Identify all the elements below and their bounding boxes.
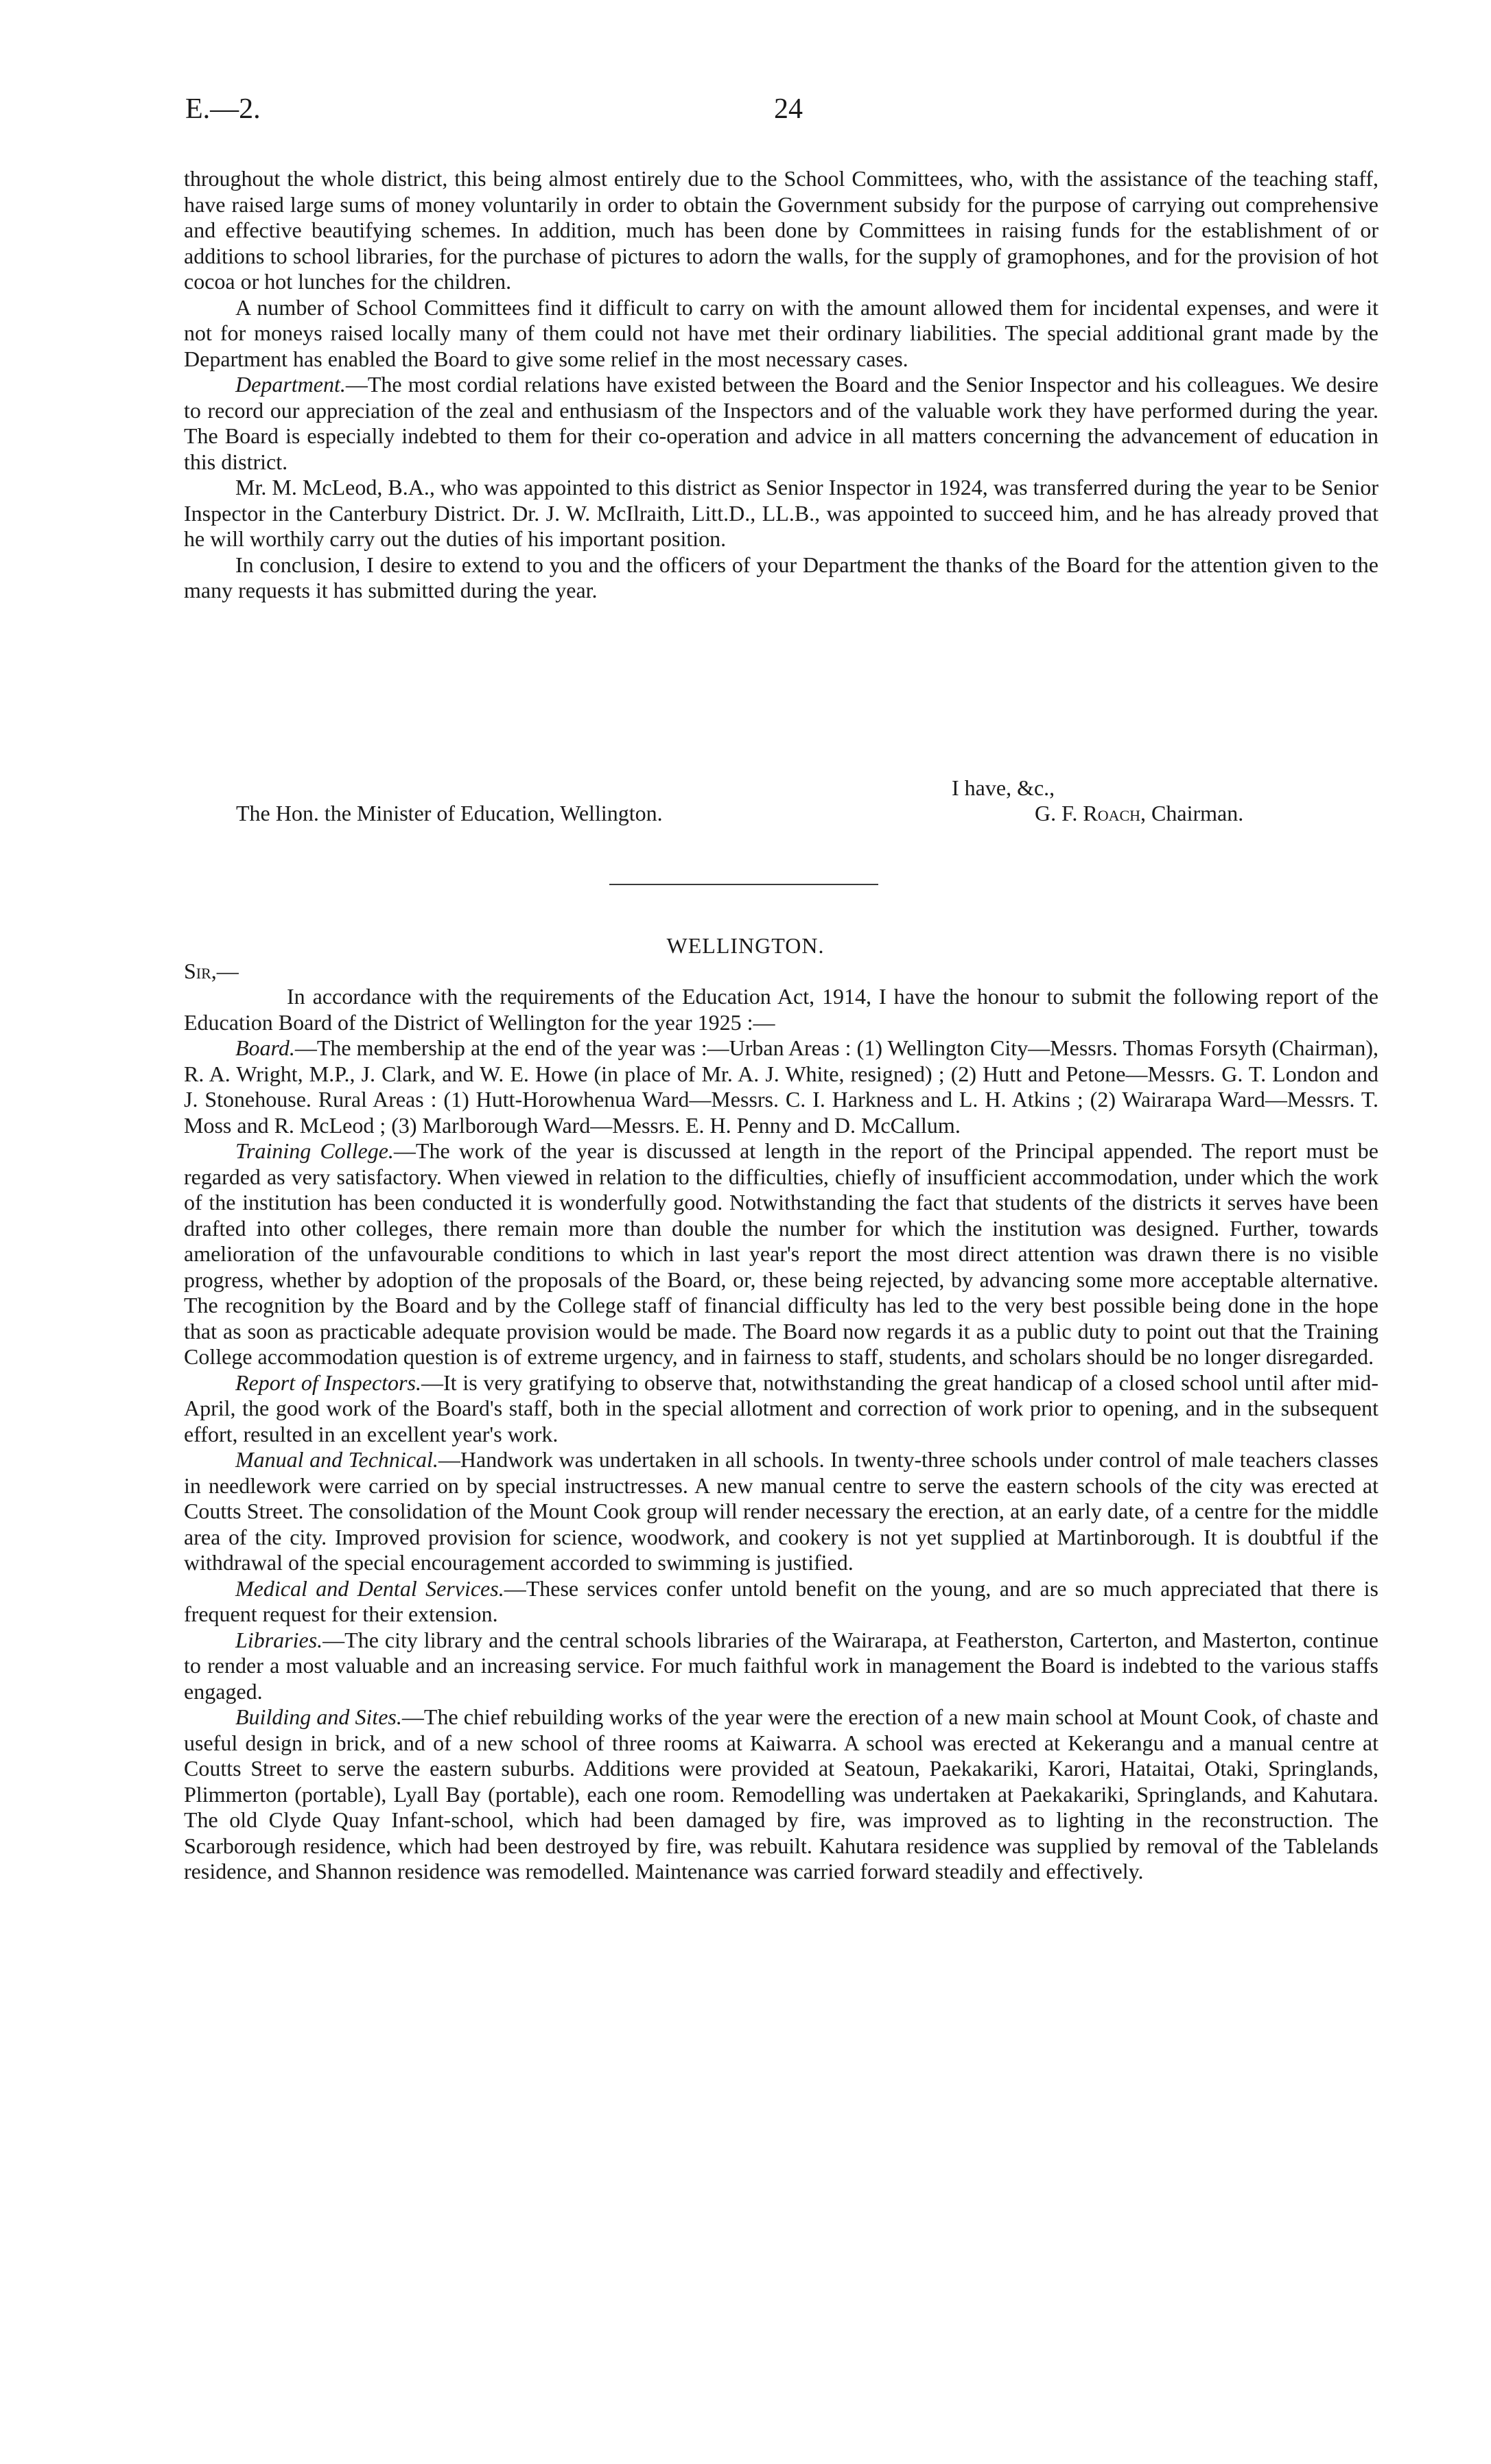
paragraph-report-of-inspectors xyxy=(184,1370,1378,1448)
salutation: Sir,— xyxy=(184,959,239,983)
paragraph-manual-technical xyxy=(184,1447,1378,1576)
section-title-wellington: WELLINGTON. xyxy=(666,933,825,958)
heading-board: Board. xyxy=(235,1035,295,1060)
heading-training-college: Training College. xyxy=(235,1138,394,1163)
report-of-inspectors-text: —It is very gratifying to observe that, notwithstanding the great handicap of a closed school until after mid-April, the good work of the Board's staff, both in the special allotment and correction of work prior to opening, and in the subsequent effort, resulted in an excellent year's work. xyxy=(184,1370,1378,1446)
paragraph-libraries xyxy=(184,1628,1378,1705)
paragraph-training-college xyxy=(184,1138,1378,1370)
paragraph-incidental-expenses: A number of School Committees find it difficult to carry on with the amount allowed them for incidental expenses, and were it not for moneys raised locally many of them could not have met their ordinary liabilities. The special additional grant made by the Department has enabled the Board to give some relief in the most necessary cases. xyxy=(184,294,1378,371)
heading-manual-technical: Manual and Technical. xyxy=(235,1447,438,1472)
addressee: The Hon. the Minister of Education, Wellington. xyxy=(236,801,663,825)
signatory-title: , Chairman. xyxy=(1140,801,1244,825)
closing-formula: I have, &c., xyxy=(952,775,1055,800)
department-text: —The most cordial relations have existed between the Board and the Senior Inspector and his colleagues. We desire to record our appreciation of the zeal and enthusiasm of the Inspectors and of the valuable work they have performed during the year. The Board is especially indebted to them for their co-operation and advice in all matters concerning the advancement of education in this district. xyxy=(184,372,1378,474)
building-sites-text: —The chief rebuilding works of the year were the erection of a new main school at Mount Cook, of chaste and useful design in brick, and of a new school of three rooms at Kaiwarra. A school was erected at Kekerangu and a manual centre at Coutts Street to serve the eastern suburbs. Additions were provided at Seatoun, Paekakariki, Karori, Hataitai, Otaki, Springlands, Plimmerton (portable), Lyall Bay (portable), each one room. Remodelling was undertaken at Paekakariki, Springlands, and Kahutara. The old Clyde Quay Infant-school, which had been damaged by fire, was improved as to lighting in the reconstruction. The Scarborough residence, which had been destroyed by fire, was rebuilt. Kahutara residence was supplied by removal of the Tablelands residence, and Shannon residence was remodelled. Maintenance was carried forward steadily and effectively. xyxy=(184,1704,1379,1884)
paragraph-conclusion: In conclusion, I desire to extend to you and the officers of your Department the thanks of the Board for the attention given to the many requests it has submitted during the year. xyxy=(184,552,1378,602)
heading-medical-dental: Medical and Dental Services. xyxy=(235,1575,504,1601)
heading-department: Department. xyxy=(235,372,346,397)
document-code: E.—2. xyxy=(185,93,261,125)
signatory-initials: G. F. xyxy=(1035,801,1083,825)
training-college-text: —The work of the year is discussed at length in the report of the Principal appended. The report must be regarded as very satisfactory. When viewed in relation to the difficulties, chiefly of insufficient accommodation, under which the work of the institution has been conducted it is wonderfully good. Notwithstanding the fact that students of the districts it serves have been drafted into other colleges, there remain more than double the number for which the institution was designed. Further, towards amelioration of the unfavourable conditions to which in last year's report the most direct attention was drawn there is no visible progress, whether by adoption of the proposals of the Board, or, these being rejected, by advancing some more acceptable alternative. The recognition by the Board and by the College staff of financial difficulty has led to the very best possible being done in the hope that as soon as practicable adequate provision would be made. The Board now regards it as a public duty to point out that the Training College accommodation question is of extreme urgency, and in fairness to staff, students, and scholars should be no longer disregarded. xyxy=(184,1138,1378,1369)
page-number: 24 xyxy=(774,93,803,125)
signature xyxy=(1035,801,1243,827)
paragraph-intro: In accordance with the requirements of the Education Act, 1914, I have the honour to submit the following report of the Education Board of the District of Wellington for the year 1925 :— xyxy=(184,984,1378,1035)
previous-report-continuation xyxy=(184,166,1378,604)
manual-technical-text: —Handwork was undertaken in all schools. In twenty-three schools under control of male teachers classes in needlework were carried on by special instructresses. A new manual centre to serve the eastern schools of the city was erected at Coutts Street. The consolidation of the Mount Cook group will render necessary the erection, at an early date, of a centre for the middle area of the city. Improved provision for science, woodwork, and cookery is not yet supplied at Martinborough. It is doubtful if the withdrawal of the special encouragement accorded to swimming is justified. xyxy=(184,1447,1379,1575)
paragraph-medical-dental xyxy=(184,1576,1378,1628)
board-text: —The membership at the end of the year was :—Urban Areas : (1) Wellington City—Messrs. Thomas Forsyth (Chairman), R. A. Wright, M.P., J. Clark, and W. E. Howe (in place of Mr. A. J. White, resigned) ; (2) Hutt and Petone—Messrs. G. T. London and J. Stonehouse. Rural Areas : (1) Hutt-Horowhenua Ward—Messrs. C. I. Harkness and L. H. Atkins ; (2) Wairarapa Ward—Messrs. T. Moss and R. McLeod ; (3) Marlborough Ward—Messrs. E. H. Penny and D. McCallum. xyxy=(184,1035,1378,1138)
signatory-surname: Roach xyxy=(1083,801,1141,825)
heading-report-of-inspectors: Report of Inspectors. xyxy=(235,1370,421,1395)
paragraph-board xyxy=(184,1035,1378,1138)
wellington-report xyxy=(184,984,1378,1885)
section-divider xyxy=(609,884,878,885)
libraries-text: —The city library and the central schools libraries of the Wairarapa, at Featherston, Carterton, and Masterton, continue to render a most valuable and an increasing service. For much faithful work in management the Board is indebted to the various staffs engaged. xyxy=(184,1627,1378,1704)
paragraph-department xyxy=(184,372,1378,475)
medical-dental-text: —These services confer untold benefit on the young, and are so much appreciated that there is frequent request for their extension. xyxy=(184,1575,1379,1626)
paragraph-inspectors-change: Mr. M. McLeod, B.A., who was appointed to this district as Senior Inspector in 1924, was transferred during the year to be Senior Inspector in the Canterbury District. Dr. J. W. McIlraith, Litt.D., LL.B., was appointed to succeed him, and he has already proved that he will worthily carry out the duties of his important position. xyxy=(184,475,1378,551)
heading-libraries: Libraries. xyxy=(235,1627,323,1652)
paragraph-building-sites xyxy=(184,1704,1378,1885)
heading-building-sites: Building and Sites. xyxy=(235,1704,402,1729)
paragraph-school-committees: throughout the whole district, this being almost entirely due to the School Committees, who, with the assistance of the teaching staff, have raised large sums of money voluntarily in order to obtain the Government subsidy for the purpose of carrying out comprehensive and effective beautifying schemes. In addition, much has been done by Committees in raising funds for the establishment of or additions to school libraries, for the purchase of pictures to adorn the walls, for the supply of gramophones, and for the provision of hot cocoa or hot lunches for the children. xyxy=(184,166,1378,294)
